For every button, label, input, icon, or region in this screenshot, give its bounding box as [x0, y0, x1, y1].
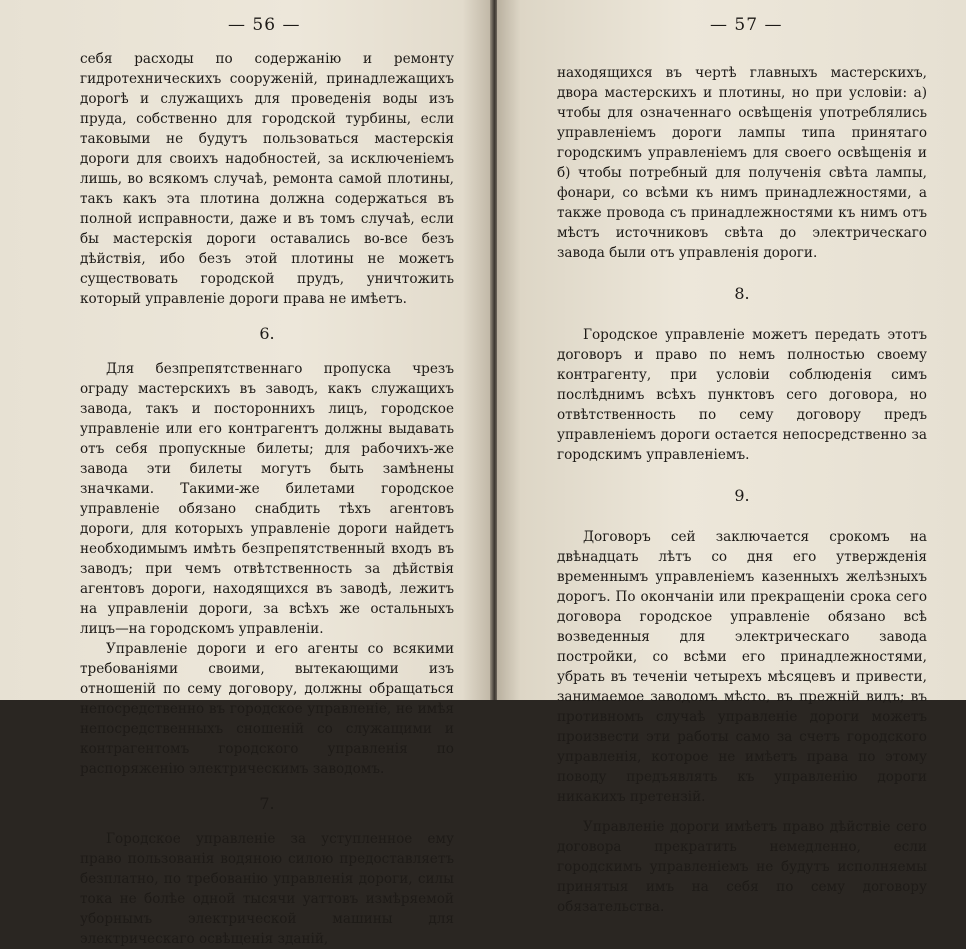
paragraph: Для безпрепятственнаго пропуска чрезъ ограду мастерскихъ въ заводъ, какъ служащихъ завода, такъ и постороннихъ лицъ, городское управленіе или его контрагентъ должны выдавать отъ себя пропускные билеты; для рабочихъ-же завода эти билеты могутъ быть замѣнены значками. Такими-же билетами городское управленіе обязано снабдить тѣхъ агентовъ дороги, для которыхъ управленіе дороги найдетъ необходимымъ имѣть безпрепятственный входъ въ заводъ; при чемъ отвѣтственность за дѣйствія агентовъ дороги, находящихся въ заводѣ, лежитъ на управленіи дороги, за всѣхъ же остальныхъ лицъ—на городскомъ управленіи.: [80, 361, 454, 637]
paragraph: Управленіе дороги имѣетъ право дѣйствіе сего договора прекратить немедленно, если городскимъ управленіемъ не будутъ исполняемы принятыя имъ на себя по сему договору обязательства.: [557, 819, 927, 915]
section-number: 6.: [259, 324, 275, 343]
paragraph: Управленіе дороги и его агенты со всякими требованіями своими, вытекающими изъ отношеній по сему договору, должны обращаться непосредственно въ городское управленіе, не имѣя непосредственныхъ сношеній со служащими и контрагентомъ городского управленія по распоряженію электрическимъ заводомъ.: [80, 641, 454, 777]
page-text: [80, 49, 454, 949]
paragraph: Договоръ сей заключается срокомъ на двѣнадцать лѣтъ со дня его утвержденія временнымъ управленіемъ казенныхъ желѣзныхъ дорогъ. По окончаніи или прекращеніи срока сего договора городское управленіе обязано всѣ возведенныя для электрическаго завода постройки, со всѣми его принадлежностями, убрать въ теченіи четырехъ мѣсяцевъ и привести, занимаемое заводомъ мѣсто, въ прежній видъ; въ противномъ случаѣ управленіе дороги можетъ произвести эти работы само за счетъ городского управленія, которое не имѣетъ права по этому поводу предъявлять къ управленію дороги никакихъ претензій.: [557, 529, 927, 805]
paragraph: Городское управленіе за уступленное ему право пользованія водяною силою предоставляетъ безплатно, по требованію управленія дороги, силы тока не болѣе одной тысячи уаттовъ измѣряемой уборнымъ электрической машины для электрическаго освѣщенія зданій,: [80, 831, 454, 947]
section-number: 9.: [734, 486, 750, 505]
page-text: [557, 63, 927, 917]
paragraph: Городское управленіе можетъ передать этотъ договоръ и право по немъ полностью своему контрагенту, при условіи соблюденія симъ послѣднимъ всѣхъ пунктовъ сего договора, но отвѣтственность по сему договору предъ управленіемъ дороги остается непосредственно за городскимъ управленіемъ.: [557, 327, 927, 463]
paragraph: себя расходы по содержанію и ремонту гидротехническихъ сооруженій, принадлежащихъ дорогѣ и служащихъ для проведенія воды изъ пруда, собственно для городской турбины, если таковыми не будутъ пользоваться мастерскія дороги для своихъ надобностей, за исключеніемъ лишь, во всякомъ случаѣ, ремонта самой плотины, такъ какъ эта плотина должна содержаться въ полной исправности, даже и въ томъ случаѣ, если бы мастерскія дороги оставались во-все безъ дѣйствія, ибо безъ этой плотины не можетъ существовать городской прудъ, уничтожить который управленіе дороги права не имѣетъ.: [80, 51, 454, 307]
page-number: — 57 —: [710, 15, 783, 35]
paragraph: находящихся въ чертѣ главныхъ мастерскихъ, двора мастерскихъ и плотины, но при условіи: а) чтобы для означеннаго освѣщенія употреблялись управленіемъ дороги лампы типа принятаго городскимъ управленіемъ для своего освѣщенія и б) чтобы потребный для полученія свѣта лампы, фонари, со всѣми къ нимъ принадлежностями, а также провода съ принадлежностями къ нимъ отъ мѣстъ источниковъ свѣта до электрическаго завода были отъ управленія дороги.: [557, 65, 927, 261]
right-page: [497, 0, 966, 915]
page-number: — 56 —: [228, 15, 301, 35]
section-number: 7.: [259, 794, 275, 813]
section-number: 8.: [734, 284, 750, 303]
